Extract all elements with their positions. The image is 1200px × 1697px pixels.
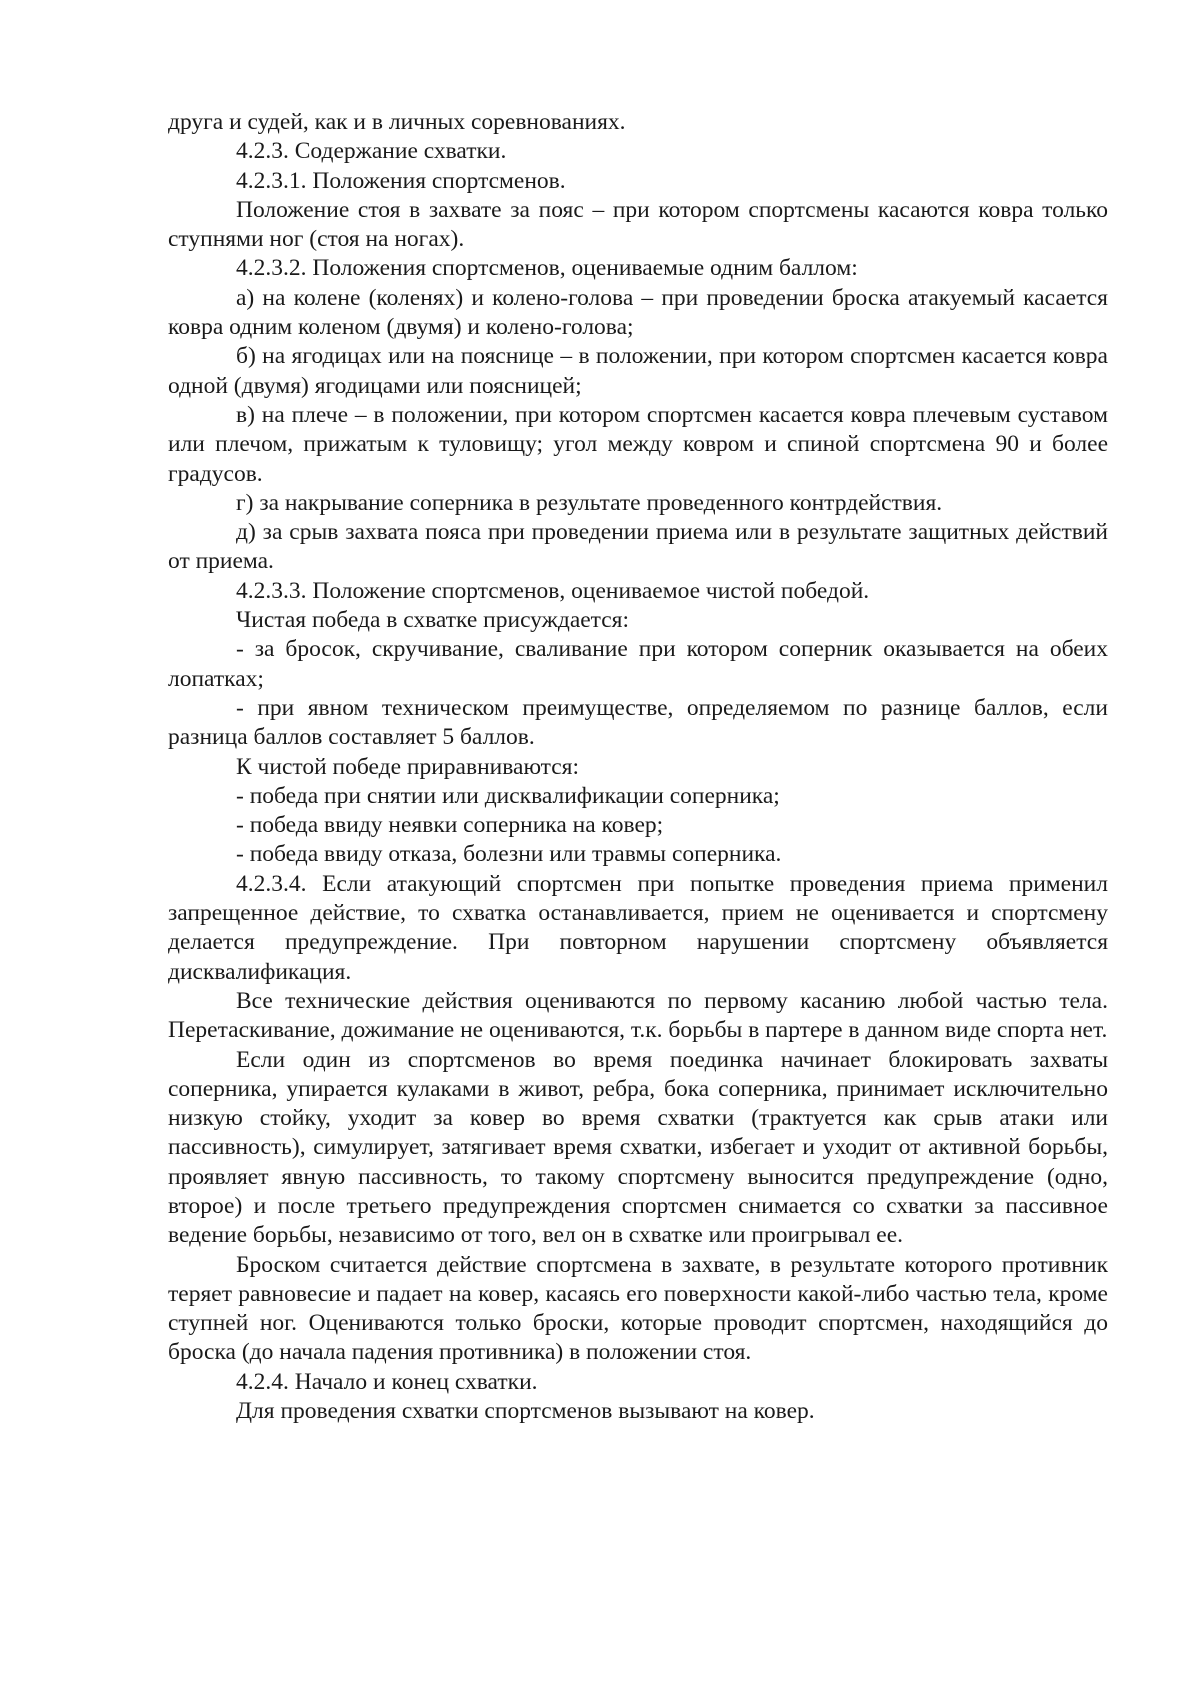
list-item-no-show: - победа ввиду неявки соперника на ковер; [236,812,664,839]
paragraph-technical-actions: Все технические действия оцениваются по первому касанию любой частью тела. Перетаскивание, дожимание не оцениваются, т.к. борьбы в партере в данном виде спорта нет. [168,987,1108,1044]
section-heading-4-2-3-2: 4.2.3.2. Положения спортсменов, оцениваемые одним баллом: [236,255,858,282]
paragraph-passivity: Если один из спортсменов во время поединка начинает блокировать захваты соперника, упирается кулаками в живот, ребра, бока соперника, принимает исключительно низкую стойку, уходит за ковер во время схватки (трактуется как срыв атаки или пассивность), симулирует, затягивает время схватки, избегает и уходит от активной борьбы, проявляет явную пассивность, то такому спортсмену выносится предупреждение (одно, второе) и после третьего предупреждения спортсмен снимается со схватки за пассивное ведение борьбы, независимо от того, вел он в схватке или проигрывал ее. [168,1046,1108,1249]
paragraph-continuation: друга и судей, как и в личных соревнованиях. [168,109,626,135]
paragraph-standing-position: Положение стоя в захвате за пояс – при котором спортсмены касаются ковра только ступнями ног (стоя на ногах). [168,196,1108,253]
section-heading-4-2-3-1: 4.2.3.1. Положения спортсменов. [236,167,566,194]
list-item-v: в) на плече – в положении, при котором спортсмен касается ковра плечевым суставом или плечом, прижатым к туловищу; угол между ковром и спиной спортсмена 90 и более градусов. [168,401,1108,487]
list-item-a: а) на колене (коленях) и колено-голова – при проведении броска атакуемый касается ковра одним коленом (двумя) и колено-голова; [168,284,1108,341]
document-body [168,108,1108,1426]
paragraph-clean-win-intro: Чистая победа в схватке присуждается: [236,607,630,634]
paragraph-call-to-mat: Для проведения схватки спортсменов вызывают на ковер. [236,1398,815,1425]
list-item-d: д) за срыв захвата пояса при проведении приема или в результате защитных действий от приема. [168,519,1108,575]
list-item-technical-advantage: - при явном техническом преимуществе, определяемом по разнице баллов, если разница баллов составляет 5 баллов. [168,694,1108,751]
list-item-disqualification: - победа при снятии или дисквалификации соперника; [236,782,780,809]
paragraph-throw-definition: Броском считается действие спортсмена в захвате, в результате которого противник теряет равновесие и падает на ковер, касаясь его поверхности какой-либо частью тела, кроме ступней ног. Оцениваются только броски, которые проводит спортсмен, находящийся до броска (до начала падения противника) в положении стоя. [168,1251,1108,1366]
section-heading-4-2-3-3: 4.2.3.3. Положение спортсменов, оцениваемое чистой победой. [236,577,870,604]
section-heading-4-2-4: 4.2.4. Начало и конец схватки. [236,1368,538,1395]
paragraph-equivalents-intro: К чистой победе приравниваются: [236,753,580,780]
section-paragraph-4-2-3-4: 4.2.3.4. Если атакующий спортсмен при попытке проведения приема применил запрещенное действие, то схватка останавливается, прием не оценивается и спортсмену делается предупреждение. При повторном нарушении спортсмену объявляется дисквалификация. [168,870,1108,985]
section-heading-4-2-3: 4.2.3. Содержание схватки. [236,138,507,165]
list-item-refusal: - победа ввиду отказа, болезни или травмы соперника. [236,841,782,868]
list-item-throw: - за бросок, скручивание, сваливание при котором соперник оказывается на обеих лопатках; [168,636,1108,692]
list-item-g: г) за накрывание соперника в результате проведенного контрдействия. [236,489,943,516]
list-item-b: б) на ягодицах или на пояснице – в положении, при котором спортсмен касается ковра одной (двумя) ягодицами или поясницей; [168,343,1108,399]
